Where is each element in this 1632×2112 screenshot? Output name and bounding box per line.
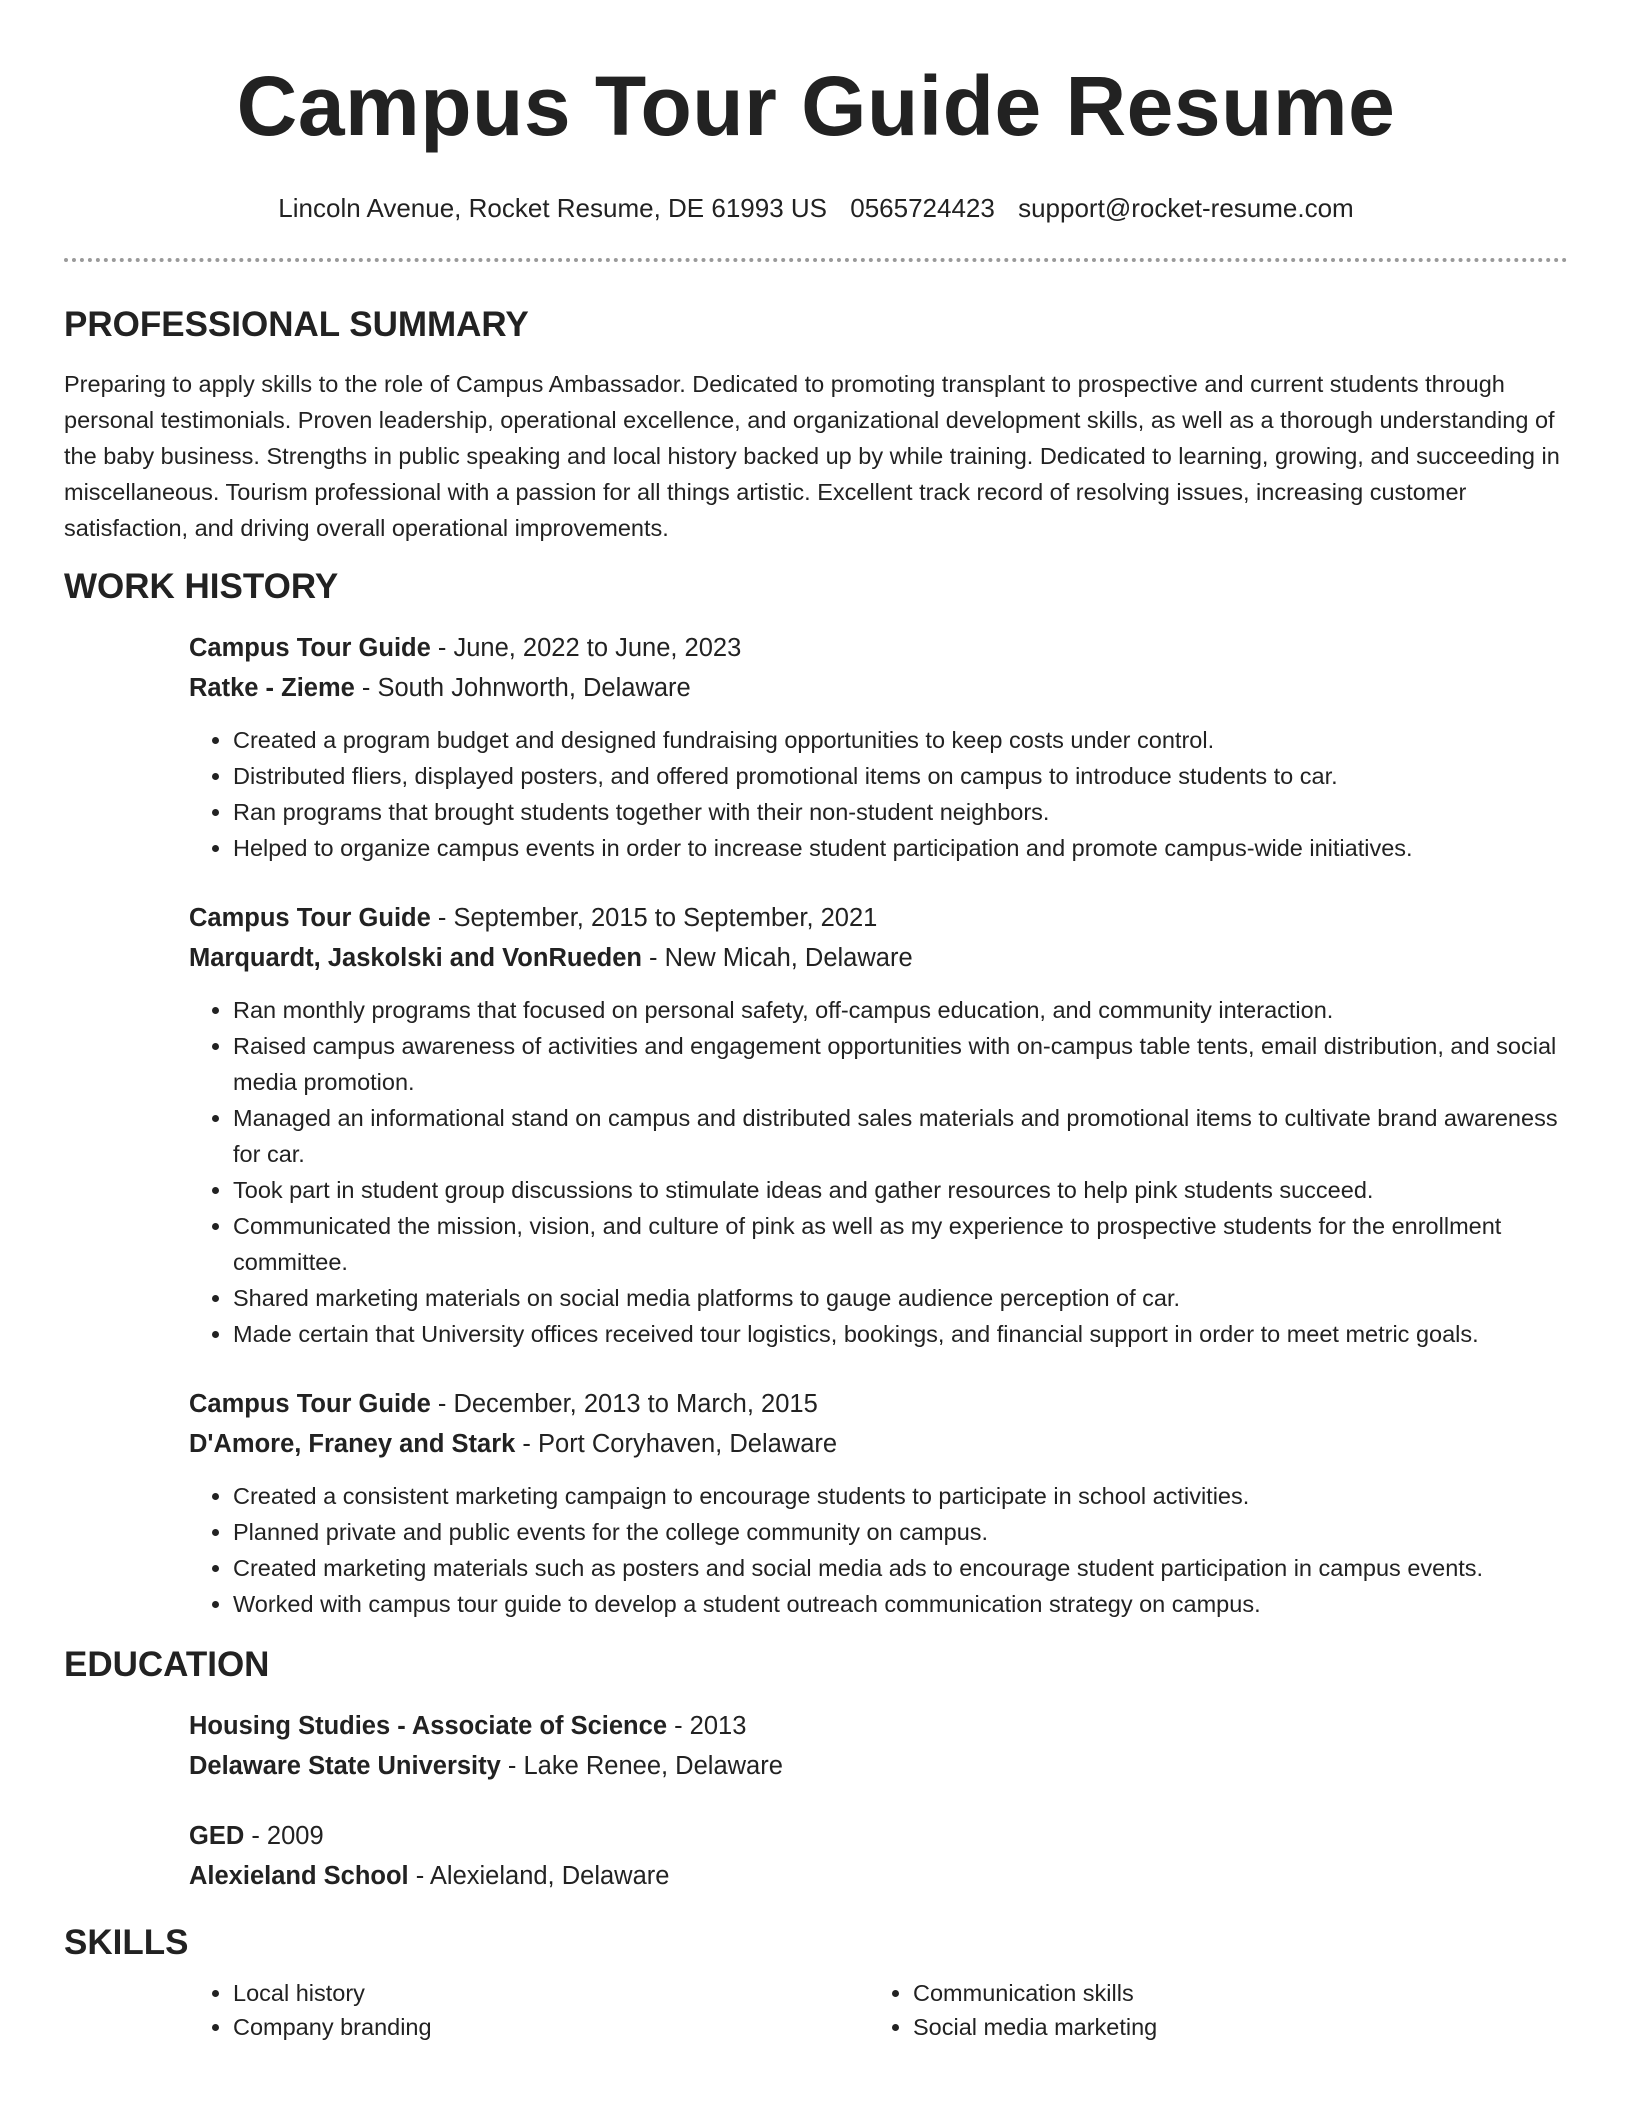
education-section	[64, 1644, 1568, 1896]
job-dates: - September, 2015 to September, 2021	[430, 904, 878, 932]
job-bullet: • Created a program budget and designed fundraising opportunities to keep costs under control.	[233, 722, 1568, 758]
job-entry	[189, 898, 1568, 1352]
job-bullet: • Created marketing materials such as posters and social media ads to encourage student participation in campus events.	[233, 1550, 1568, 1586]
job-bullet: • Created a consistent marketing campaign to encourage students to participate in school activities.	[233, 1478, 1568, 1514]
job-bullet: • Took part in student group discussions to stimulate ideas and gather resources to help pink students succeed.	[233, 1172, 1568, 1208]
job-entry	[189, 1384, 1568, 1622]
summary-text: Preparing to apply skills to the role of Campus Ambassador. Dedicated to promoting transplant to prospective and current students through personal testimonials. Proven leadership, operational excellence, and organizational development skills, as well as a thorough understanding of the baby business. Strengths in public speaking and local history backed up by while training. Dedicated to learning, growing, and succeeding in miscellaneous. Tourism professional with a passion for all things artistic. Excellent track record of resolving issues, increasing customer satisfaction, and driving overall operational improvements.	[64, 371, 1560, 541]
job-company: Marquardt, Jaskolski and VonRueden	[189, 944, 642, 972]
education-school-line	[189, 1856, 1568, 1896]
education-year: - 2013	[667, 1712, 747, 1740]
contact-address: Lincoln Avenue, Rocket Resume, DE 61993 US	[278, 193, 828, 223]
skills-section	[64, 1922, 1568, 2044]
job-dates: - December, 2013 to March, 2015	[430, 1390, 818, 1418]
job-bullet: • Worked with campus tour guide to develop a student outreach communication strategy on campus.	[233, 1586, 1568, 1622]
education-heading: EDUCATION	[64, 1645, 270, 1684]
job-company: D'Amore, Franey and Stark	[189, 1430, 516, 1458]
job-company-line	[189, 1424, 1568, 1464]
job-title-line	[189, 898, 1568, 938]
education-entry	[189, 1706, 1568, 1786]
education-entry	[189, 1816, 1568, 1896]
education-school: Alexieland School	[189, 1862, 409, 1890]
job-company-line	[189, 668, 1568, 708]
skills-column-left	[189, 1976, 869, 2044]
education-degree-line	[189, 1706, 1568, 1746]
skills-list	[869, 1976, 1549, 2044]
job-location: - New Micah, Delaware	[641, 944, 913, 972]
education-school-line	[189, 1746, 1568, 1786]
skill-item: • Social media marketing	[913, 2010, 1549, 2044]
job-company-line	[189, 938, 1568, 978]
job-bullet: • Communicated the mission, vision, and culture of pink as well as my experience to prospective students for the enrollment committee.	[233, 1208, 1568, 1280]
contact-phone: 0565724423	[850, 193, 995, 223]
job-bullets	[189, 1478, 1568, 1622]
skill-item: • Company branding	[233, 2010, 869, 2044]
job-bullet: • Planned private and public events for the college community on campus.	[233, 1514, 1568, 1550]
education-degree-line	[189, 1816, 1568, 1856]
education-degree: Housing Studies - Associate of Science	[189, 1712, 668, 1740]
job-company: Ratke - Zieme	[189, 674, 355, 702]
job-bullet: • Made certain that University offices received tour logistics, bookings, and financial support in order to meet metric goals.	[233, 1316, 1568, 1352]
job-bullets	[189, 722, 1568, 866]
education-school: Delaware State University	[189, 1752, 501, 1780]
job-role: Campus Tour Guide	[189, 904, 431, 932]
job-bullet: • Distributed fliers, displayed posters, and offered promotional items on campus to introduce students to car.	[233, 758, 1568, 794]
job-role: Campus Tour Guide	[189, 1390, 431, 1418]
job-bullet: • Shared marketing materials on social media platforms to gauge audience perception of car.	[233, 1280, 1568, 1316]
work-history-section	[64, 566, 1568, 1622]
header-divider	[64, 258, 1568, 262]
job-role: Campus Tour Guide	[189, 634, 431, 662]
education-location: - Alexieland, Delaware	[408, 1862, 670, 1890]
job-title-line	[189, 628, 1568, 668]
job-bullet: • Managed an informational stand on campus and distributed sales materials and promotional items to cultivate brand awareness for car.	[233, 1100, 1568, 1172]
skill-item: • Communication skills	[913, 1976, 1549, 2010]
job-location: - South Johnworth, Delaware	[354, 674, 691, 702]
summary-heading: PROFESSIONAL SUMMARY	[64, 305, 529, 344]
skills-column-right	[869, 1976, 1549, 2044]
contact-email: support@rocket-resume.com	[1018, 193, 1354, 223]
job-bullets	[189, 992, 1568, 1352]
job-location: - Port Coryhaven, Delaware	[515, 1430, 838, 1458]
job-entry	[189, 628, 1568, 866]
resume-title: Campus Tour Guide Resume	[236, 59, 1396, 153]
summary-section	[64, 304, 1568, 546]
skills-list	[189, 1976, 869, 2044]
job-dates: - June, 2022 to June, 2023	[430, 634, 742, 662]
job-bullet: • Ran monthly programs that focused on personal safety, off-campus education, and community interaction.	[233, 992, 1568, 1028]
education-year: - 2009	[244, 1822, 324, 1850]
skills-grid	[189, 1976, 1568, 2044]
job-bullet: • Raised campus awareness of activities and engagement opportunities with on-campus table tents, email distribution, and social media promotion.	[233, 1028, 1568, 1100]
resume-page	[64, 0, 1568, 2044]
education-location: - Lake Renee, Delaware	[500, 1752, 783, 1780]
skill-item: • Local history	[233, 1976, 869, 2010]
work-history-heading: WORK HISTORY	[64, 567, 339, 606]
education-degree: GED	[189, 1822, 245, 1850]
job-title-line	[189, 1384, 1568, 1424]
contact-line	[64, 192, 1568, 224]
job-bullet: • Helped to organize campus events in order to increase student participation and promote campus-wide initiatives.	[233, 830, 1568, 866]
job-bullet: • Ran programs that brought students together with their non-student neighbors.	[233, 794, 1568, 830]
skills-heading: SKILLS	[64, 1923, 189, 1962]
